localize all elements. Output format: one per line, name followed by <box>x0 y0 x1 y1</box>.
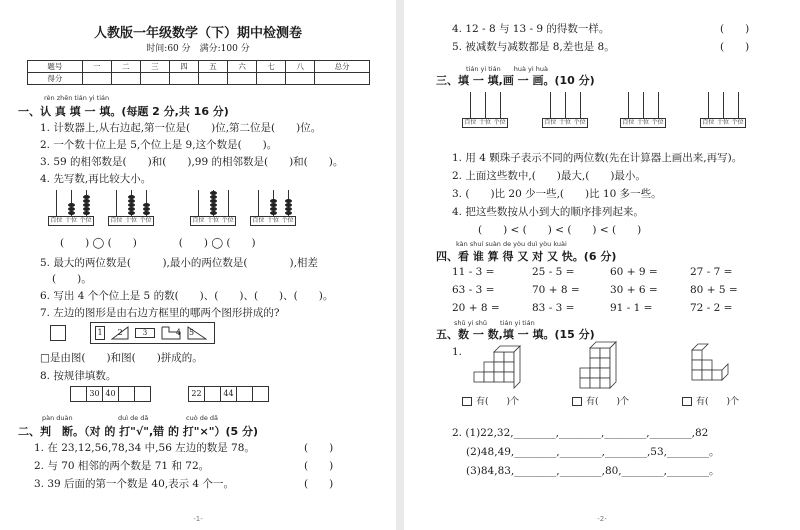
question-3-1: 1. 用 4 颗珠子表示不同的两位数(先在计算器上画出来,再写)。 <box>452 152 743 164</box>
sequence-cell[interactable] <box>134 386 151 402</box>
place-value-label: 百位 <box>464 119 477 126</box>
section2-pinyin-1: pàn duàn <box>42 414 73 422</box>
calc-item: 30 + 6 = <box>610 284 658 296</box>
abacus-rod <box>198 190 199 216</box>
score-table <box>27 60 370 85</box>
abacus-rod <box>470 92 471 118</box>
abacus-rod <box>228 190 229 216</box>
question-1-2: 2. 一个数十位上是 5,个位上是 9,这个数是( )。 <box>40 139 278 151</box>
abacus-bead <box>128 211 135 215</box>
section2-pinyin-3: cuò de dǎ <box>186 414 219 422</box>
score-cell: 五 <box>198 61 227 73</box>
question-3-3: 3. ( )比 20 少一些,( )比 10 多一些。 <box>452 188 662 200</box>
judge-item-3: 3. 39 后面的第一个数是 40,表示 4 个一。 <box>34 478 234 490</box>
shape-option-2 <box>111 326 129 340</box>
score-cell: 题号 <box>28 61 83 73</box>
abacus-bead <box>143 207 150 211</box>
place-value-label: 个位 <box>573 119 586 126</box>
abacus-bead <box>210 203 217 207</box>
abacus-rod <box>708 92 709 118</box>
cube-count-2: 有( )个 <box>586 397 630 407</box>
cube-count-1: 有( )个 <box>476 397 520 407</box>
abacus-bead <box>270 207 277 211</box>
calc-item: 20 + 8 = <box>452 302 500 314</box>
judge-answer-paren[interactable]: ( ) <box>720 23 750 35</box>
abacus-bead <box>83 199 90 203</box>
calc-item: 72 - 2 = <box>690 302 733 314</box>
abacus-bead <box>210 211 217 215</box>
score-cell: 七 <box>257 61 286 73</box>
abacus-rod <box>628 92 629 118</box>
abacus-bead <box>270 203 277 207</box>
score-cell[interactable] <box>169 73 198 85</box>
abacus-bead <box>285 199 292 203</box>
score-cell: 四 <box>169 61 198 73</box>
abacus-bead <box>83 207 90 211</box>
question-5-2-3: (3)84,83,________,________,80,________,________。 <box>466 465 720 477</box>
shape-option-4-label: 4 <box>175 328 181 337</box>
abacus-rod <box>580 92 581 118</box>
question-5-1: 1. <box>452 346 463 358</box>
calc-item: 11 - 3 = <box>452 266 495 278</box>
sequence-cell[interactable] <box>204 386 221 402</box>
abacus-base <box>542 118 588 128</box>
score-cell[interactable] <box>257 73 286 85</box>
place-value-label: 个位 <box>221 217 234 224</box>
sequence-row-2 <box>188 386 269 402</box>
sequence-cell[interactable] <box>118 386 135 402</box>
abacus-rod <box>658 92 659 118</box>
abacus-base <box>700 118 746 128</box>
abacus-base <box>620 118 666 128</box>
score-cell[interactable] <box>198 73 227 85</box>
abacus-bead <box>210 199 217 203</box>
cube-stack-2 <box>576 340 626 395</box>
abacus-base <box>250 216 296 226</box>
place-value-label: 个位 <box>79 217 92 224</box>
section4-pinyin: kàn shuí suàn de yòu duì yòu kuài <box>456 240 567 248</box>
score-cell: 总分 <box>315 61 370 73</box>
question-1-8: 8. 按规律填数。 <box>40 370 117 382</box>
target-square-shape <box>50 325 66 341</box>
calc-item: 63 - 3 = <box>452 284 495 296</box>
calc-item: 80 + 5 = <box>690 284 738 296</box>
section1-pinyin: rèn zhēn tián yi tián <box>44 94 110 102</box>
section3-pinyin: tián yi tián huà yi huà <box>466 65 548 73</box>
score-table-header-row <box>28 61 370 73</box>
place-value-label: 百位 <box>50 217 63 224</box>
judge-answer-paren[interactable]: ( ) <box>720 41 750 53</box>
abacus-rod <box>116 190 117 216</box>
abacus-bead <box>285 211 292 215</box>
sequence-cell[interactable] <box>236 386 253 402</box>
abacus-bead <box>210 191 217 195</box>
calc-item: 83 - 3 = <box>532 302 575 314</box>
question-5-2-1: 2. (1)22,32,________,________,________,________,82 <box>452 427 709 439</box>
paper-title: 人教版一年级数学（下）期中检测卷 <box>93 26 302 41</box>
sequence-row-1 <box>70 386 151 402</box>
score-table-score-row <box>28 73 370 85</box>
judge-item-4: 4. 12 - 8 与 13 - 9 的得数一样。 <box>452 23 610 35</box>
shape-option-5-label: 5 <box>189 328 195 337</box>
sequence-cell[interactable]: 22 <box>188 386 205 402</box>
place-value-label: 十位 <box>717 119 730 126</box>
judge-answer-paren[interactable]: ( ) <box>304 442 334 454</box>
place-value-label: 十位 <box>559 119 572 126</box>
judge-answer-paren[interactable]: ( ) <box>304 478 334 490</box>
abacus-bead <box>68 203 75 207</box>
abacus-base <box>108 216 154 226</box>
abacus-bead <box>270 211 277 215</box>
score-cell[interactable] <box>286 73 315 85</box>
cube-icon <box>462 397 472 406</box>
page-number: -2- <box>597 515 607 523</box>
place-value-label: 百位 <box>544 119 557 126</box>
shape-option-5 <box>187 326 207 340</box>
place-value-label: 个位 <box>139 217 152 224</box>
judge-answer-paren[interactable]: ( ) <box>304 460 334 472</box>
calc-item: 91 - 1 = <box>610 302 653 314</box>
place-value-label: 个位 <box>731 119 744 126</box>
abacus-rod <box>643 92 644 118</box>
abacus-rod <box>258 190 259 216</box>
abacus-bead <box>83 195 90 199</box>
score-cell[interactable] <box>315 73 370 85</box>
place-value-label: 百位 <box>110 217 123 224</box>
score-cell[interactable] <box>82 73 111 85</box>
abacus-bead <box>270 199 277 203</box>
cube-icon <box>682 397 692 406</box>
place-value-label: 百位 <box>702 119 715 126</box>
abacus-base <box>462 118 508 128</box>
abacus-rod <box>550 92 551 118</box>
cube-icon <box>572 397 582 406</box>
place-value-label: 个位 <box>651 119 664 126</box>
cube-count-3: 有( )个 <box>696 397 740 407</box>
shape-options-frame <box>90 322 215 344</box>
place-value-label: 十位 <box>125 217 138 224</box>
question-1-1: 1. 计数器上,从右边起,第一位是( )位,第二位是( )位。 <box>40 122 322 134</box>
question-1-4: 4. 先写数,再比较大小。 <box>40 173 152 185</box>
abacus-rod <box>56 190 57 216</box>
score-cell: 二 <box>111 61 140 73</box>
abacus-rod <box>485 92 486 118</box>
order-row: ( ) < ( ) < ( ) < ( ) <box>478 224 642 236</box>
question-1-5-cont: ( )。 <box>52 273 92 285</box>
sequence-cell[interactable] <box>70 386 87 402</box>
abacus-bead <box>128 199 135 203</box>
abacus-rod <box>565 92 566 118</box>
place-value-label: 十位 <box>207 217 220 224</box>
score-cell[interactable] <box>228 73 257 85</box>
abacus-rod <box>738 92 739 118</box>
place-value-label: 十位 <box>479 119 492 126</box>
question-1-6: 6. 写出 4 个个位上是 5 的数( )、( )、( )、( )。 <box>40 290 334 302</box>
section5-heading: 五、数 一 数,填 一 填。(15 分) <box>436 328 595 341</box>
abacus-bead <box>285 207 292 211</box>
cube-stack-3 <box>686 342 736 392</box>
section2-heading: 二、判 断。（对 的 打"√",错 的 打"×"）(5 分) <box>18 425 259 438</box>
place-value-label: 个位 <box>493 119 506 126</box>
score-cell: 八 <box>286 61 315 73</box>
judge-item-5: 5. 被减数与减数都是 8,差也是 8。 <box>452 41 615 53</box>
place-value-label: 百位 <box>622 119 635 126</box>
sequence-cell[interactable]: 30 <box>86 386 103 402</box>
question-5-2-2: (2)48,49,________,________,________,53,________。 <box>466 446 720 458</box>
section4-heading: 四、看 谁 算 得 又 对 又 快。(6 分) <box>436 250 617 263</box>
abacus-bead <box>83 211 90 215</box>
calc-item: 25 - 5 = <box>532 266 575 278</box>
compare-row: ( ) ◯ ( ) ( ) ◯ ( ) <box>60 237 256 249</box>
cube-stack-1 <box>464 342 534 392</box>
question-1-3: 3. 59 的相邻数是( )和( ),99 的相邻数是( )和( )。 <box>40 156 344 168</box>
sequence-cell[interactable]: 40 <box>102 386 119 402</box>
judge-item-2: 2. 与 70 相邻的两个数是 71 和 72。 <box>34 460 210 472</box>
abacus-bead <box>210 207 217 211</box>
abacus-base <box>48 216 94 226</box>
abacus-bead <box>128 203 135 207</box>
place-value-label: 百位 <box>252 217 265 224</box>
abacus-rod <box>723 92 724 118</box>
question-3-2: 2. 上面这些数中,( )最大,( )最小。 <box>452 170 646 182</box>
page-number: -1- <box>193 515 203 523</box>
calc-item: 60 + 9 = <box>610 266 658 278</box>
shape-option-1: 1 <box>95 326 105 340</box>
place-value-label: 十位 <box>267 217 280 224</box>
exam-meta: 时间:60 分 满分:100 分 <box>146 44 250 54</box>
score-cell[interactable] <box>111 73 140 85</box>
section3-heading: 三、填 一 填,画 一 画。(10 分) <box>436 74 595 87</box>
abacus-bead <box>128 207 135 211</box>
score-cell: 三 <box>140 61 169 73</box>
shape-option-3: 3 <box>135 328 155 338</box>
calc-item: 27 - 7 = <box>690 266 733 278</box>
abacus-bead <box>285 203 292 207</box>
question-3-4: 4. 把这些数按从小到大的顺序排列起来。 <box>452 206 644 218</box>
question-1-7-answer: □是由图( )和图( )拼成的。 <box>40 352 203 364</box>
question-1-7: 7. 左边的图形是由右边方框里的哪两个图形拼成的? <box>40 307 280 319</box>
score-cell: 得分 <box>28 73 83 85</box>
abacus-base <box>190 216 236 226</box>
place-value-label: 个位 <box>281 217 294 224</box>
place-value-label: 十位 <box>65 217 78 224</box>
abacus-bead <box>68 207 75 211</box>
section2-pinyin-2: duì de dǎ <box>118 414 149 422</box>
calc-item: 70 + 8 = <box>532 284 580 296</box>
page-1 <box>0 0 396 530</box>
place-value-label: 百位 <box>192 217 205 224</box>
score-cell: 六 <box>228 61 257 73</box>
sequence-cell[interactable]: 44 <box>220 386 237 402</box>
abacus-bead <box>68 211 75 215</box>
section1-heading: 一、认 真 填 一 填。(每题 2 分,共 16 分) <box>18 105 229 118</box>
section5-pinyin: shǔ yi shǔ tián yi tián <box>454 319 535 327</box>
place-value-label: 十位 <box>637 119 650 126</box>
abacus-bead <box>83 203 90 207</box>
score-cell[interactable] <box>140 73 169 85</box>
abacus-bead <box>143 203 150 207</box>
judge-item-1: 1. 在 23,12,56,78,34 中,56 左边的数是 78。 <box>34 442 255 454</box>
abacus-rod <box>500 92 501 118</box>
abacus-bead <box>210 195 217 199</box>
sequence-cell[interactable] <box>252 386 269 402</box>
score-cell: 一 <box>82 61 111 73</box>
shape-option-4 <box>161 326 181 340</box>
shape-option-2-label: 2 <box>117 328 123 337</box>
question-1-5: 5. 最大的两位数是( ),最小的两位数是( ),相差 <box>40 257 318 269</box>
page-2 <box>404 0 800 530</box>
abacus-bead <box>128 195 135 199</box>
abacus-bead <box>143 211 150 215</box>
